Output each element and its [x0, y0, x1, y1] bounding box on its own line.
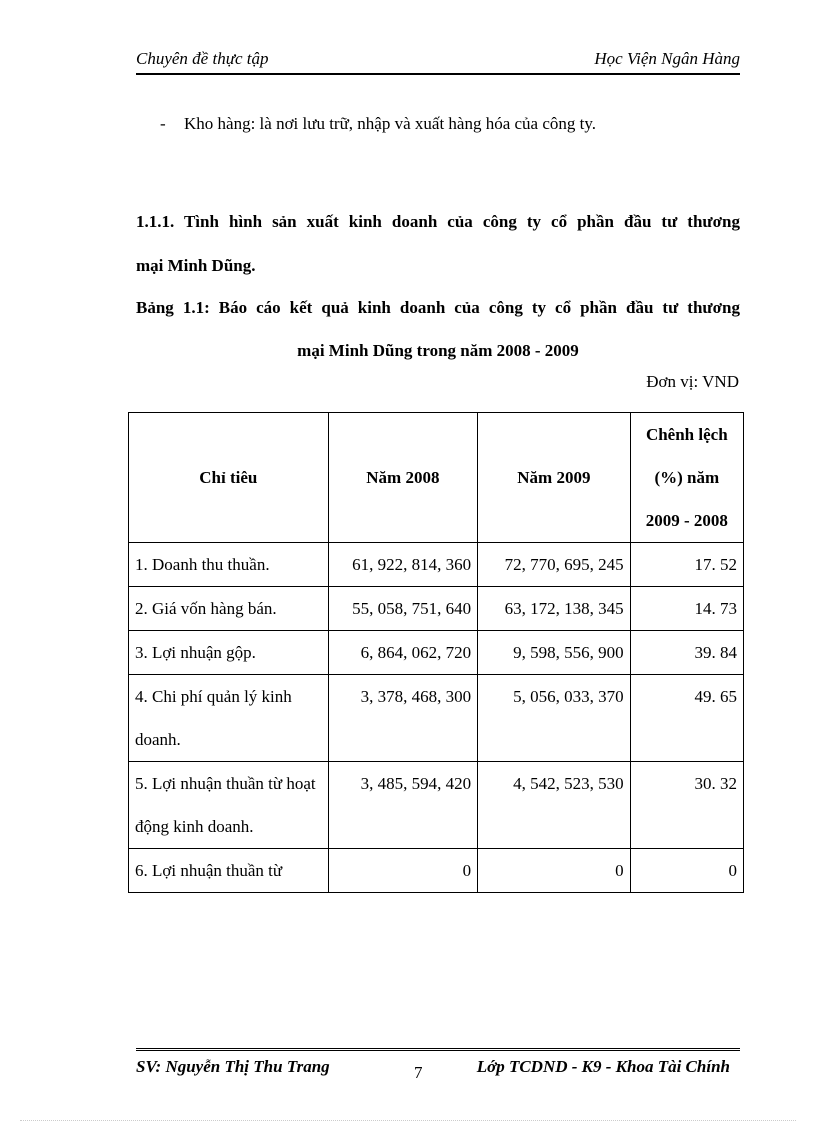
cell-2008: 3, 378, 468, 300 — [328, 675, 477, 762]
cell-diff: 17. 52 — [630, 543, 743, 587]
table-row — [129, 849, 744, 893]
cell-2009: 9, 598, 556, 900 — [478, 631, 630, 675]
report-table — [128, 412, 744, 893]
section-heading-line2: mại Minh Dũng. — [136, 256, 256, 275]
header-indicator: Chỉ tiêu — [129, 413, 329, 543]
cell-indicator: 2. Giá vốn hàng bán. — [129, 587, 329, 631]
cell-2009: 72, 770, 695, 245 — [478, 543, 630, 587]
cell-2008: 3, 485, 594, 420 — [328, 762, 477, 849]
bullet-text: Kho hàng: là nơi lưu trữ, nhập và xuất hàng hóa của công ty. — [184, 114, 597, 133]
table-header-row — [129, 413, 744, 543]
cell-2009: 63, 172, 138, 345 — [478, 587, 630, 631]
footer-student-name: SV: Nguyễn Thị Thu Trang — [136, 1057, 330, 1076]
page-footer — [136, 1048, 740, 1087]
cell-2008: 61, 922, 814, 360 — [328, 543, 477, 587]
cell-2009: 5, 056, 033, 370 — [478, 675, 630, 762]
page-header — [136, 49, 740, 75]
header-year-2009: Năm 2009 — [478, 413, 630, 543]
cell-indicator: 1. Doanh thu thuần. — [129, 543, 329, 587]
header-difference: Chênh lệch (%) năm 2009 - 2008 — [630, 413, 743, 543]
cell-2009: 4, 542, 523, 530 — [478, 762, 630, 849]
table-caption-line2: mại Minh Dũng trong năm 2008 - 2009 — [297, 341, 579, 360]
cell-diff: 39. 84 — [630, 631, 743, 675]
table-row — [129, 587, 744, 631]
unit-label: Đơn vị: VND — [646, 372, 739, 391]
header-left-title: Chuyên đề thực tập — [136, 49, 269, 68]
table-row — [129, 631, 744, 675]
table-caption-line1: Bảng 1.1: Báo cáo kết quả kinh doanh của công ty cổ phần đầu tư thương — [136, 298, 740, 317]
table-caption — [136, 286, 740, 372]
cell-indicator: 4. Chi phí quản lý kinh doanh. — [129, 675, 329, 762]
section-heading — [136, 200, 740, 288]
page-edge-divider — [20, 1120, 796, 1121]
section-heading-line1: 1.1.1. Tình hình sản xuất kinh doanh của công ty cổ phần đầu tư thương — [136, 212, 740, 231]
cell-diff: 30. 32 — [630, 762, 743, 849]
table-row — [129, 675, 744, 762]
cell-indicator: 6. Lợi nhuận thuần từ — [129, 849, 329, 893]
header-year-2008: Năm 2008 — [328, 413, 477, 543]
table-row — [129, 543, 744, 587]
cell-2008: 55, 058, 751, 640 — [328, 587, 477, 631]
page-number: 7 — [414, 1063, 423, 1082]
cell-indicator: 3. Lợi nhuận gộp. — [129, 631, 329, 675]
cell-2008: 0 — [328, 849, 477, 893]
table-row — [129, 762, 744, 849]
cell-diff: 0 — [630, 849, 743, 893]
cell-diff: 14. 73 — [630, 587, 743, 631]
cell-2008: 6, 864, 062, 720 — [328, 631, 477, 675]
cell-indicator: 5. Lợi nhuận thuần từ hoạt động kinh doanh. — [129, 762, 329, 849]
footer-class: Lớp TCDND - K9 - Khoa Tài Chính — [476, 1057, 730, 1076]
cell-diff: 49. 65 — [630, 675, 743, 762]
cell-2009: 0 — [478, 849, 630, 893]
header-right-title: Học Viện Ngân Hàng — [594, 49, 740, 68]
bullet-dash: - — [160, 114, 166, 133]
bullet-item — [160, 114, 596, 134]
